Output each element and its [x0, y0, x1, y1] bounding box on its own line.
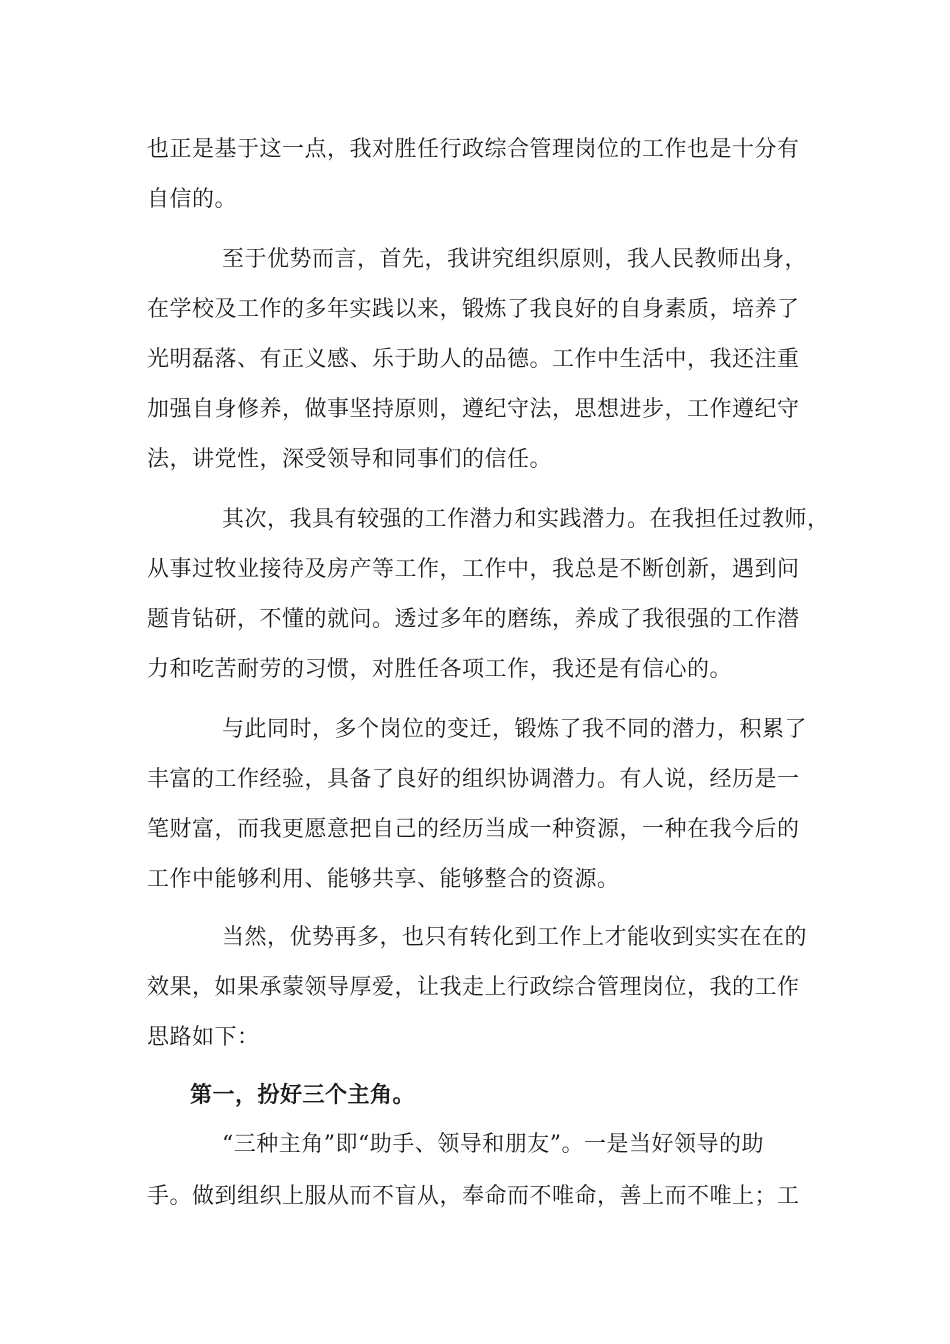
- section-heading: 第一，扮好三个主角。: [190, 1082, 416, 1108]
- text-line: 自信的。: [147, 187, 238, 212]
- text-line: 题肯钻研，不懂的就问。透过多年的磨练，养成了我很强的工作潜: [147, 607, 800, 632]
- text-line: 工作中能够利用、能够共享、能够整合的资源。: [147, 867, 620, 892]
- text-line: 光明磊落、有正义感、乐于助人的品德。工作中生活中，我还注重: [147, 347, 800, 372]
- text-line: 至于优势而言，首先，我讲究组织原则，我人民教师出身，: [222, 247, 808, 272]
- text-line: 丰富的工作经验，具备了良好的组织协调潜力。有人说，经历是一: [147, 767, 800, 792]
- text-line: 其次，我具有较强的工作潜力和实践潜力。在我担任过教师，: [222, 507, 830, 532]
- text-line: 力和吃苦耐劳的习惯，对胜任各项工作，我还是有信心的。: [147, 657, 733, 682]
- text-line: 效果，如果承蒙领导厚爱，让我走上行政综合管理岗位，我的工作: [147, 975, 800, 1000]
- text-line: 当然，优势再多，也只有转化到工作上才能收到实实在在的: [222, 925, 808, 950]
- text-line: 也正是基于这一点，我对胜任行政综合管理岗位的工作也是十分有: [147, 137, 800, 162]
- text-line: 手。做到组织上服从而不盲从，奉命而不唯命，善上而不唯上；工: [147, 1184, 800, 1209]
- text-line: 思路如下：: [147, 1025, 260, 1050]
- text-line: 法，讲党性，深受领导和同事们的信任。: [147, 447, 553, 472]
- text-line: 从事过牧业接待及房产等工作，工作中，我总是不断创新，遇到问: [147, 557, 800, 582]
- text-line: 笔财富，而我更愿意把自己的经历当成一种资源，一种在我今后的: [147, 817, 800, 842]
- text-line: “三种主角”即“助手、领导和朋友”。一是当好领导的助: [222, 1132, 764, 1157]
- text-line: 与此同时，多个岗位的变迁，锻炼了我不同的潜力，积累了: [222, 717, 808, 742]
- text-line: 在学校及工作的多年实践以来，锻炼了我良好的自身素质，培养了: [147, 297, 800, 322]
- text-line: 加强自身修养，做事坚持原则，遵纪守法，思想进步，工作遵纪守: [147, 397, 800, 422]
